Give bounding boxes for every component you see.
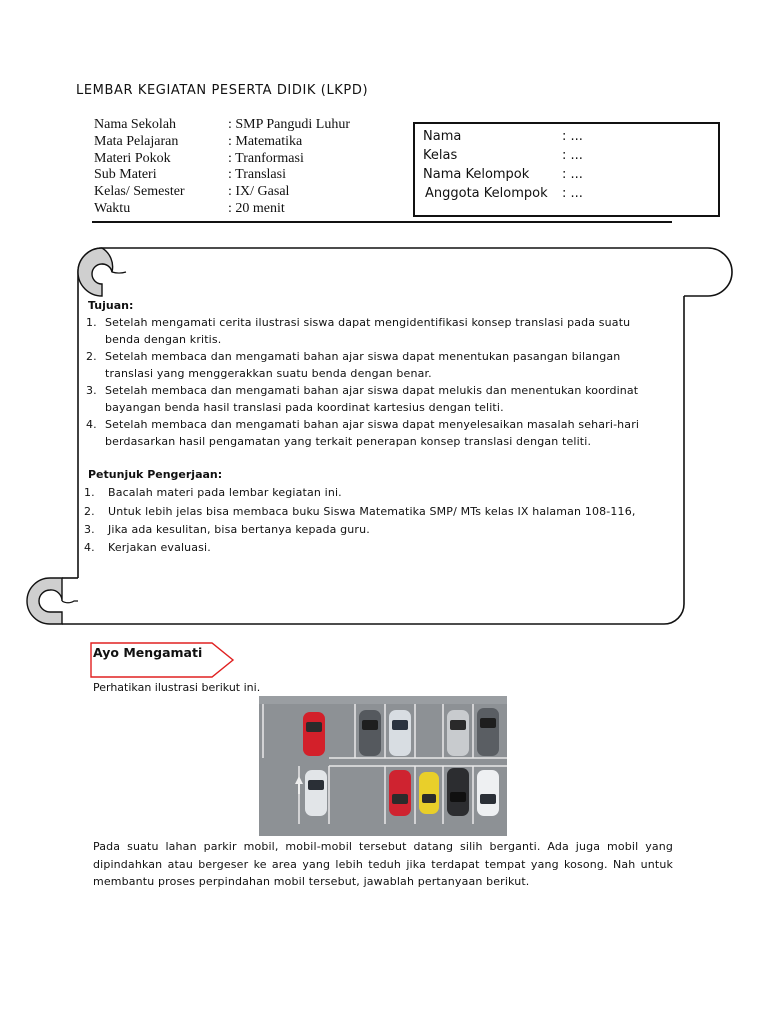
parking-lot-photo [259, 696, 507, 836]
intro-text: Perhatikan ilustrasi berikut ini. [93, 681, 261, 694]
tujuan-heading: Tujuan: [88, 299, 134, 312]
group-info-box: Nama : ... Kelas : ... Nama Kelompok : ... Anggota Kelompok : ... [413, 122, 720, 217]
story-paragraph: Pada suatu lahan parkir mobil, mobil-mobil tersebut datang silih berganti. Ada juga mobil yang dipindahkan atau bergeser ke area yang lebih teduh jika terdapat tempat yang kosong. Nah untuk membantu proses perpindahan mobil tersebut, jawablah pertanyaan berikut. [93, 840, 673, 888]
page-title: LEMBAR KEGIATAN PESERTA DIDIK (LKPD) [76, 83, 369, 98]
ayo-mengamati-label: Ayo Mengamati [93, 645, 203, 660]
petunjuk-heading: Petunjuk Pengerjaan: [88, 468, 223, 481]
